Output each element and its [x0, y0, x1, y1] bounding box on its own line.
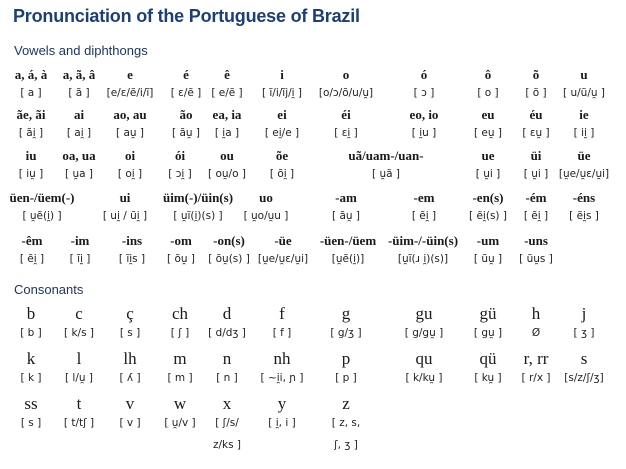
vowel-ipa: [ ɔi̯ ]: [168, 168, 192, 180]
consonant-ipa: [ ʃ ]: [170, 327, 190, 339]
consonant-ipa: [ t/tʃ ]: [63, 417, 95, 429]
vowel-spelling: -en(s): [472, 190, 504, 205]
page-title: Pronunciation of the Portuguese of Brazil: [13, 6, 360, 26]
vowel-spelling: -om: [170, 233, 192, 248]
consonant-ipa: [s/z/ʃ/ʒ]: [564, 372, 604, 384]
consonant-spelling: z: [342, 394, 350, 413]
vowel-ipa: [ u̯ĩ(i̯)(s) ]: [173, 210, 223, 222]
vowel-spelling: üim(-)/üin(s): [162, 190, 234, 205]
vowel-ipa: [ o ]: [477, 87, 499, 99]
consonant-spelling: v: [125, 394, 135, 413]
consonant-ipa: [ p ]: [335, 372, 357, 384]
consonant-ipa: [ i̯, i ]: [268, 417, 296, 429]
consonant-ipa-continued: ʃ, ʒ ]: [334, 439, 358, 451]
vowel-row: [0, 146, 626, 186]
consonant-ipa: [ n ]: [216, 372, 238, 384]
consonant-row: [0, 392, 626, 451]
vowel-ipa: [ ɛu̯ ]: [522, 127, 550, 139]
vowel-ipa: [ ui̯ / ũi̯ ]: [102, 210, 148, 222]
consonant-spelling: d: [222, 304, 232, 323]
vowel-ipa: [ i̯a ]: [214, 127, 240, 139]
consonant-spelling: h: [531, 304, 541, 323]
vowel-ipa: [ ãu̯ ]: [172, 127, 200, 139]
vowel-entry: [222, 146, 342, 183]
consonant-ipa: [ v ]: [119, 417, 141, 429]
consonant-spelling: gü: [479, 304, 497, 323]
consonant-spelling: k: [26, 349, 36, 368]
consonant-row: [0, 302, 626, 342]
vowel-spelling: -on(s): [213, 233, 245, 248]
consonant-spelling: b: [26, 304, 36, 323]
consonant-spelling: ss: [24, 394, 38, 413]
vowel-row: [0, 105, 626, 145]
vowel-spelling: u: [580, 67, 588, 82]
vowel-spelling: éi: [341, 107, 351, 122]
vowel-spelling: éu: [529, 107, 543, 122]
vowel-spelling: -êm: [21, 233, 43, 248]
consonant-ipa: [ k/ku̯ ]: [405, 372, 443, 384]
consonant-spelling: qü: [479, 349, 497, 368]
vowel-spelling: -üe: [274, 233, 292, 248]
consonant-ipa: [ gu̯ ]: [473, 327, 503, 339]
vowel-ipa: [ u̯a ]: [65, 168, 93, 180]
vowel-row: [0, 231, 626, 271]
vowel-ipa: [ ẽi̯ ]: [523, 210, 549, 222]
vowel-spelling: -uns: [524, 233, 548, 248]
vowel-ipa: [ u̯i ]: [475, 168, 501, 180]
consonant-ipa: [ d/dʒ ]: [208, 327, 246, 339]
consonant-ipa: [ ku̯ ]: [474, 372, 502, 384]
vowel-spelling: uo: [259, 190, 273, 205]
vowel-spelling: oi: [124, 148, 136, 163]
consonant-ipa: [ r/x ]: [521, 372, 551, 384]
vowel-spelling: -éns: [572, 190, 596, 205]
consonant-ipa: [ b ]: [20, 327, 42, 339]
consonant-spelling: p: [341, 349, 351, 368]
vowel-spelling: oa, ua: [62, 148, 96, 163]
vowel-entry: [524, 105, 626, 142]
consonant-ipa: [ ʒ ]: [573, 327, 595, 339]
consonant-spelling: lh: [123, 349, 137, 368]
vowel-ipa: [ e/ẽ ]: [211, 87, 243, 99]
consonant-ipa: [ s ]: [119, 327, 141, 339]
vowel-spelling: ue: [481, 148, 495, 163]
vowel-spelling: üen-/üem(-): [9, 190, 75, 205]
vowel-spelling: -üen-/üem: [319, 233, 377, 248]
consonant-spelling: gu: [415, 304, 433, 323]
vowel-spelling: üe: [577, 148, 591, 163]
vowel-spelling: ói: [174, 148, 186, 163]
consonant-spelling: y: [277, 394, 287, 413]
consonant-ipa: [ ʎ ]: [119, 372, 141, 384]
vowel-ipa: [ ĩi̯ ]: [69, 253, 91, 265]
vowel-ipa: [ õu̯ ]: [167, 253, 195, 265]
vowel-ipa: [ u̯ã ]: [372, 168, 400, 180]
vowel-spelling: õ: [532, 67, 540, 82]
consonant-ipa: [ s ]: [20, 417, 42, 429]
consonant-ipa: [ z, s,: [331, 417, 361, 429]
vowel-spelling: i: [280, 67, 284, 82]
consonant-spelling: w: [173, 394, 187, 413]
consonant-spelling: r, rr: [523, 349, 549, 368]
vowel-spelling: iu: [25, 148, 37, 163]
consonant-spelling: nh: [273, 349, 291, 368]
vowel-ipa: [ ii̯ ]: [573, 127, 595, 139]
vowel-entry: [524, 146, 626, 183]
consonant-ipa: [ f ]: [272, 327, 292, 339]
consonant-ipa: [ u̯/v ]: [164, 417, 196, 429]
vowel-spelling: üi: [530, 148, 542, 163]
consonant-spelling: l: [76, 349, 82, 368]
vowel-ipa: [ u̯i ]: [523, 168, 549, 180]
consonants-heading: Consonants: [14, 282, 84, 297]
vowel-spelling: o: [342, 67, 350, 82]
consonant-spelling: m: [173, 349, 187, 368]
vowel-ipa: [ õi̯ ]: [269, 168, 295, 180]
vowel-spelling: a, ã, â: [62, 67, 96, 82]
vowel-ipa: [ ãi̯ ]: [18, 127, 44, 139]
vowel-ipa: [ ĩi̯s ]: [118, 253, 146, 265]
consonant-entry: [286, 392, 406, 452]
consonant-spelling: qu: [415, 349, 433, 368]
vowel-ipa: [ au̯ ]: [116, 127, 144, 139]
vowel-spelling: -em: [413, 190, 435, 205]
consonant-spelling: x: [222, 394, 232, 413]
consonant-spelling: j: [581, 304, 587, 323]
vowel-ipa: [ ai̯ ]: [66, 127, 92, 139]
vowel-ipa: [u̯e/u̯ɛ/u̯i]: [558, 168, 610, 180]
consonant-spelling: t: [76, 394, 82, 413]
vowel-ipa: [ ẽi̯ ]: [411, 210, 437, 222]
consonant-ipa: Ø: [531, 327, 541, 339]
vowel-ipa: [ ɛi̯ ]: [334, 127, 358, 139]
vowel-spelling: a, á, à: [14, 67, 48, 82]
vowel-ipa: [ ĩ/i/ĩj/i̯ ]: [261, 87, 303, 99]
vowel-spelling: ô: [484, 67, 492, 82]
consonant-ipa: [ l/u̯ ]: [65, 372, 93, 384]
vowel-spelling: ãe, ãi: [16, 107, 46, 122]
vowel-row: [0, 65, 626, 105]
vowel-spelling: -üim-/-üin(s): [387, 233, 459, 248]
consonant-spelling: ç: [126, 304, 134, 323]
vowel-spelling: ao, au: [113, 107, 147, 122]
consonant-entry: [524, 347, 626, 389]
vowel-row: [0, 188, 626, 228]
vowel-spelling: õe: [275, 148, 289, 163]
vowel-spelling: ai: [73, 107, 85, 122]
consonant-row: [0, 347, 626, 387]
vowel-spelling: ó: [420, 67, 428, 82]
vowel-ipa: [ u̯ẽ(i̯) ]: [22, 210, 62, 222]
vowel-ipa: [ õu̯(s) ]: [208, 253, 250, 265]
consonant-spelling: ch: [171, 304, 189, 323]
vowels-heading: Vowels and diphthongs: [14, 43, 148, 58]
vowel-ipa: [ ɛ/ẽ ]: [170, 87, 202, 99]
vowel-ipa: [ ou̯/o ]: [208, 168, 246, 180]
vowel-ipa: [ ɔ ]: [413, 87, 435, 99]
vowel-spelling: ão: [179, 107, 193, 122]
consonant-spelling: n: [222, 349, 232, 368]
consonant-spelling: s: [580, 349, 588, 368]
vowel-ipa: [ ei̯/e ]: [264, 127, 300, 139]
vowel-spelling: -ins: [121, 233, 143, 248]
vowel-ipa: [ u̯o/u̯u ]: [243, 210, 289, 222]
vowel-ipa: [ ũu̯s ]: [519, 253, 553, 265]
consonant-ipa: [ ʃ/s/: [215, 417, 239, 429]
vowel-spelling: é: [183, 67, 189, 82]
vowel-ipa: [ i̯u ]: [411, 127, 437, 139]
vowel-entry: [524, 65, 626, 102]
vowel-spelling: ou: [220, 148, 234, 163]
vowel-spelling: e: [127, 67, 133, 82]
consonant-ipa: [ k/s ]: [64, 327, 94, 339]
consonant-ipa: [ ~i̯i, ɲ ]: [260, 372, 304, 384]
vowel-ipa: [ ẽi̯ ]: [19, 253, 45, 265]
vowel-spelling: -am: [335, 190, 357, 205]
vowel-entry: [476, 231, 596, 268]
vowel-ipa: [ ã ]: [68, 87, 90, 99]
vowel-ipa: [ ũu̯ ]: [473, 253, 503, 265]
consonant-ipa: [ g/ʒ ]: [330, 327, 362, 339]
vowel-ipa: [ oi̯ ]: [117, 168, 143, 180]
vowel-ipa: [ ẽi̯(s) ]: [469, 210, 507, 222]
vowel-entry: [524, 188, 626, 225]
consonant-spelling: c: [75, 304, 83, 323]
vowel-ipa: [ iu̯ ]: [18, 168, 44, 180]
consonant-ipa-continued: z/ks ]: [212, 439, 242, 451]
vowel-ipa: [ u/ũ/u̯ ]: [563, 87, 605, 99]
vowel-ipa: [ õ ]: [525, 87, 547, 99]
vowel-spelling: ei: [277, 107, 287, 122]
vowel-spelling: -ém: [525, 190, 547, 205]
vowel-spelling: ui: [119, 190, 131, 205]
vowel-spelling: -im: [70, 233, 90, 248]
vowel-ipa: [o/ɔ/õ/u/u̯]: [318, 87, 374, 99]
vowel-spelling: ê: [224, 67, 230, 82]
vowel-ipa: [u̯ẽ(i̯)]: [331, 253, 365, 265]
vowel-spelling: ie: [579, 107, 589, 122]
vowel-spelling: eo, io: [409, 107, 439, 122]
consonant-ipa: [ g/gu̯ ]: [404, 327, 444, 339]
consonant-entry: [524, 302, 626, 344]
vowel-ipa: [e/ɛ/ẽ/i/ĩ]: [106, 87, 154, 99]
vowel-ipa: [u̯ĩ(ɹ i̯)(s)]: [397, 253, 449, 265]
consonant-ipa: [ k ]: [20, 372, 42, 384]
vowel-ipa: [ a ]: [20, 87, 42, 99]
vowel-spelling: ea, ia: [212, 107, 242, 122]
consonant-ipa: [ m ]: [167, 372, 193, 384]
consonant-spelling: g: [341, 304, 351, 323]
vowel-spelling: eu: [481, 107, 495, 122]
vowel-spelling: -um: [476, 233, 500, 248]
vowel-ipa: [ ẽi̯s ]: [569, 210, 599, 222]
vowel-ipa: [ ãu̯ ]: [332, 210, 360, 222]
vowel-ipa: [u̯e/u̯ɛ/u̯i]: [257, 253, 309, 265]
vowel-spelling: uã/uam-/uan-: [348, 148, 424, 163]
consonant-spelling: f: [279, 304, 285, 323]
vowel-ipa: [ eu̯ ]: [474, 127, 502, 139]
